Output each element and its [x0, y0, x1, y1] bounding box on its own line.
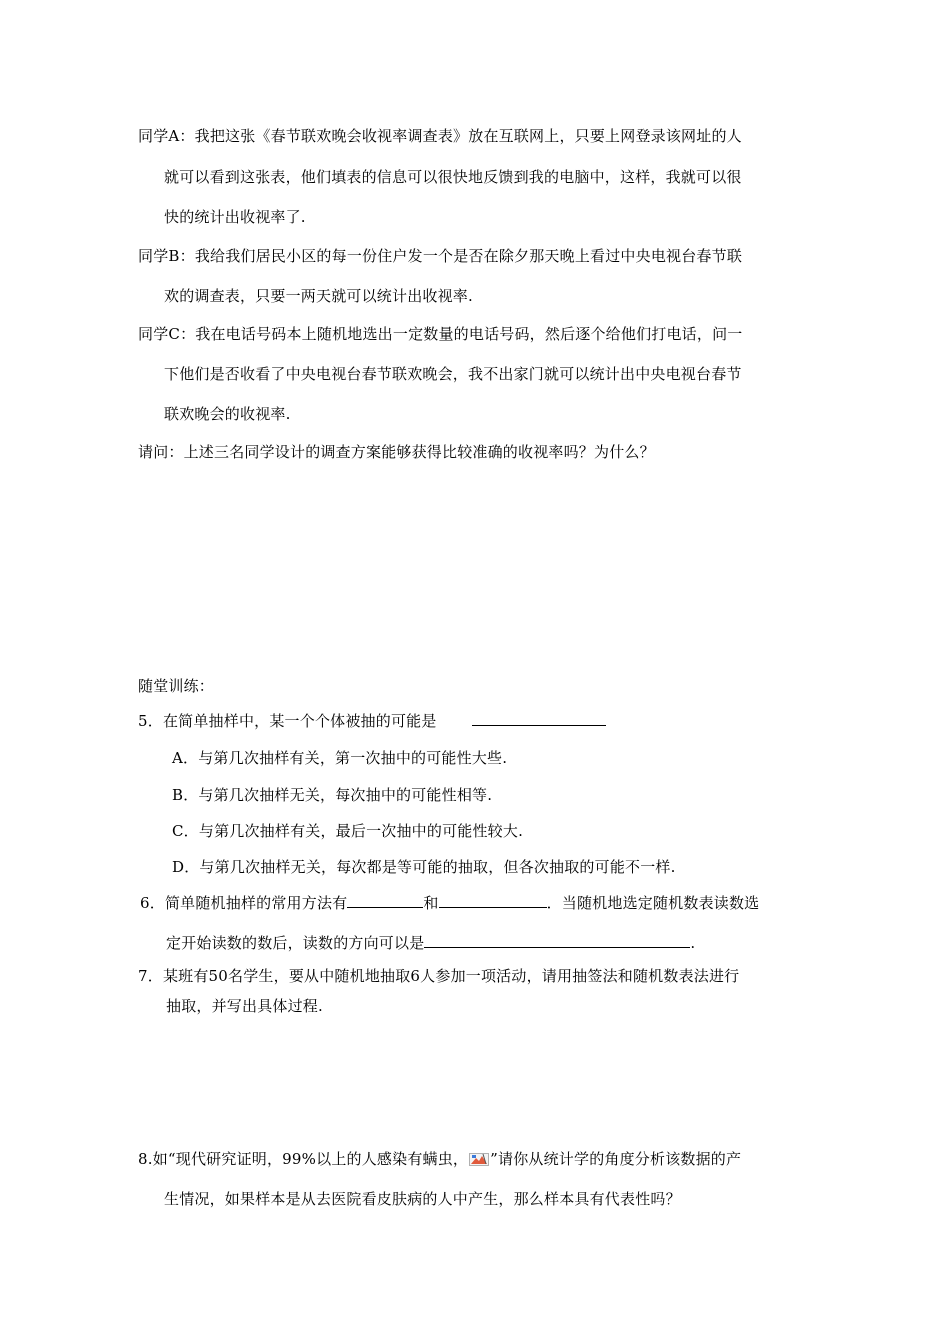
student-c-line-2: 下他们是否收看了中央电视台春节联欢晚会，我不出家门就可以统计出中央电视台春节 [164, 365, 742, 383]
student-b-label: 同学B： [138, 247, 195, 265]
q8-text-2: ”请你从统计学的角度分析该数据的产 [490, 1150, 742, 1168]
practice-heading: 随堂训练： [138, 677, 215, 695]
q5-option-c: C．与第几次抽样有关，最后一次抽中的可能性较大. [172, 822, 524, 840]
student-c-label: 同学C： [138, 325, 196, 343]
q5-option-d: D．与第几次抽样无关，每次都是等可能的抽取，但各次抽取的可能不一样. [172, 858, 676, 876]
q5-answer-blank[interactable] [472, 711, 606, 726]
student-a-line-1 [138, 126, 742, 146]
q6-text-5: . [690, 934, 696, 952]
q5-option-b: B．与第几次抽样无关，每次抽中的可能性相等. [172, 786, 493, 804]
student-a-label: 同学A： [138, 127, 195, 145]
q5-option-a: A．与第几次抽样有关，第一次抽中的可能性大些. [172, 749, 508, 767]
q8-line-1 [138, 1149, 741, 1169]
q6-line-2 [166, 933, 695, 953]
q5-stem [138, 711, 606, 731]
student-a-line-2: 就可以看到这张表，他们填表的信息可以很快地反馈到我的电脑中，这样，我就可以很 [164, 168, 742, 186]
student-c-line-1 [138, 324, 743, 344]
student-c-line-3: 联欢晚会的收视率. [164, 405, 291, 423]
q6-blank-1[interactable] [347, 893, 423, 908]
q6-text-4: 定开始读数的数后，读数的方向可以是 [166, 934, 425, 952]
q6-blank-2[interactable] [439, 893, 547, 908]
q8-line-2: 生情况，如果样本是从去医院看皮肤病的人中产生，那么样本具有代表性吗？ [164, 1190, 681, 1208]
student-b-line-2: 欢的调查表，只要一两天就可以统计出收视率. [164, 287, 473, 305]
q7-line-2: 抽取，并写出具体过程. [166, 997, 323, 1015]
student-b-text-1: 我给我们居民小区的每一份住户发一个是否在除夕那天晚上看过中央电视台春节联 [194, 247, 743, 265]
q7-line-1: 7．某班有50名学生，要从中随机地抽取6人参加一项活动，请用抽签法和随机数表法进行 [138, 967, 740, 985]
broken-image-icon [469, 1151, 489, 1164]
q6-blank-3[interactable] [424, 933, 690, 948]
q6-text-3: ．当随机地选定随机数表读数选 [546, 894, 760, 912]
student-a-text-1: 我把这张《春节联欢晚会收视率调查表》放在互联网上，只要上网登录该网址的人 [194, 127, 742, 145]
student-c-text-1: 我在电话号码本上随机地选出一定数量的电话号码，然后逐个给他们打电话，问一 [195, 325, 743, 343]
q6-text-2: 和 [423, 894, 439, 912]
q6-text-1: 6．简单随机抽样的常用方法有 [140, 894, 348, 912]
q8-text-1: 8.如“现代研究证明，99%以上的人感染有螨虫， [138, 1150, 469, 1168]
passage-question: 请问：上述三名同学设计的调查方案能够获得比较准确的收视率吗？为什么？ [138, 443, 655, 461]
q5-stem-text: 5．在简单抽样中，某一个个体被抽的可能是 [138, 712, 437, 730]
q6-line-1 [140, 893, 759, 913]
student-a-line-3: 快的统计出收视率了. [164, 208, 306, 226]
student-b-line-1 [138, 246, 742, 266]
